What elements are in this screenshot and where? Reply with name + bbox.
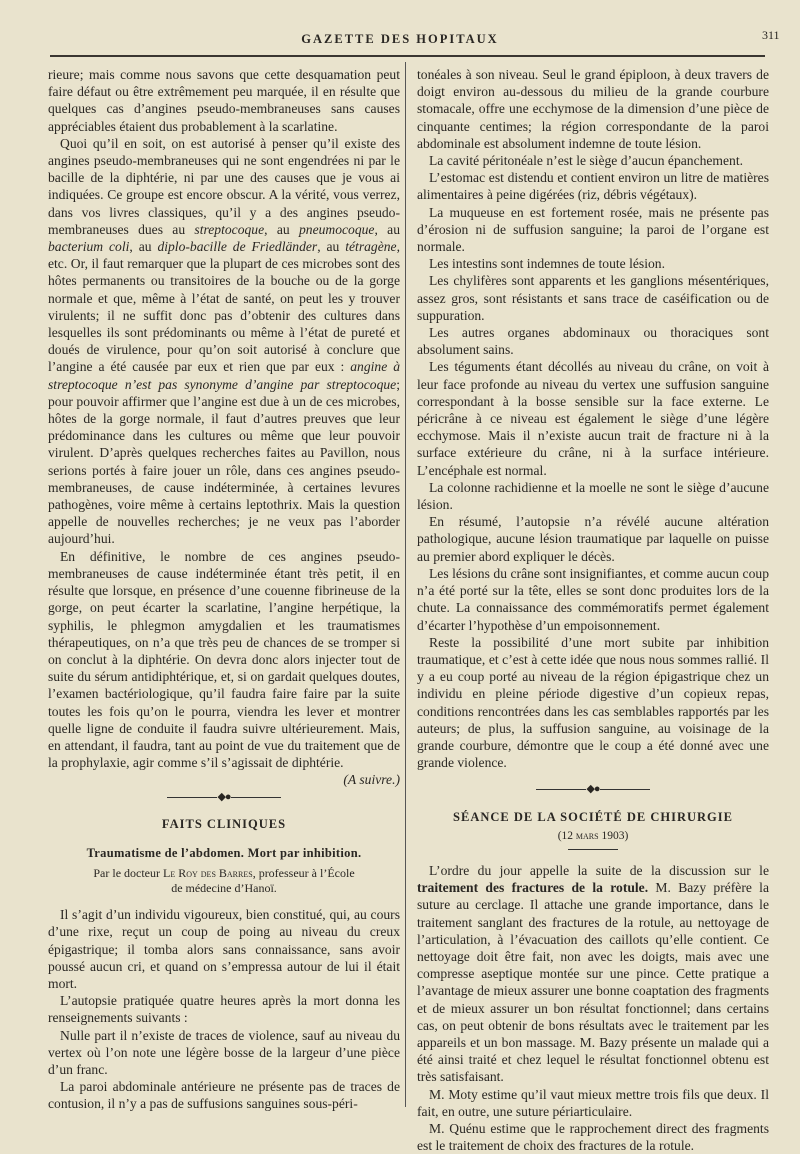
paragraph: Les autres organes abdominaux ou thoraciques sont absolument sains. [417, 325, 769, 358]
paragraph: L’ordre du jour appelle la suite de la discussion sur le traitement des fractures de la rotule. M. Bazy préfère la suture au cerclage. Il attache une grande importance, dans le traitement sanglant des fractures de la rotule, au nettoyage de l’articulation, à l’évacuation des caillots qu’elle contient. Ce nettoyage doit être fait, non avec les doigts, mais avec une compresse aseptique montée sur une pince. Cette pratique a l’avantage de mieux assurer une bonne coaptation des fragments et de mieux assurer un bon résultat fonctionnel; dans certains cas, on peut obtenir de bons résultats avec le traitement par les appareils et un bon massage. M. Bazy présente un malade qui a été ainsi traité et chez lequel le résultat fonctionnel obtenu est très satisfaisant. [417, 862, 769, 1085]
paragraph: Il s’agit d’un individu vigoureux, bien constitué, qui, au cours d’une rixe, reçut un coup de poing au niveau du creux épigastrique; il tomba alors sans connaissance, sans avoir poussé aucun cri, et quand on s’empressa autour de lui il était mort. [48, 907, 400, 991]
ornament-separator: ◆● [48, 789, 400, 806]
paragraph: Reste la possibilité d’une mort subite par inhibition traumatique, et c’est à cette idée que nous nous sommes rallié. Il y a eu coup porté au niveau de la région épigastrique chez un individu en pleine période digestive d’un copieux repas, conditions rencontrées dans les cas semblables rapportés par les auteurs; de plus, la suffusion sanguine, au voisinage de la grande courbure, démontre que le coup a été donné avec une grande violence. [417, 634, 769, 771]
paragraph: M. Moty estime qu’il vaut mieux mettre trois fils que deux. Il fait, en outre, une suture périarticulaire. [417, 1086, 769, 1119]
ornament-separator: ◆● [417, 781, 769, 798]
paragraph: La paroi abdominale antérieure ne présente pas de traces de contusion, il n’y a pas de suffusions sanguines sous-péri- [48, 1079, 400, 1112]
journal-title: GAZETTE DES HOPITAUX [301, 32, 499, 46]
paragraph: rieure; mais comme nous savons que cette desquamation peut faire défaut ou être extrêmement peu marquée, il en résulte que quelques cas d’angines pseudo-membraneuses sans causes appréciables étaient dus probablement à la scarlatine. [48, 67, 400, 134]
article-title: Traumatisme de l’abdomen. Mort par inhibition. [86, 845, 362, 860]
to-be-continued: (A suivre.) [343, 772, 400, 788]
paragraph: La muqueuse en est fortement rosée, mais ne présente pas d’érosion ni de suffusion sanguine; la paroi de l’organe est normale. [417, 204, 769, 255]
paragraph: M. Quénu estime que le rapprochement direct des fragments est le traitement de choix des fractures de la rotule. [417, 1120, 769, 1154]
header-rule [50, 55, 765, 57]
paragraph: Les intestins sont indemnes de toute lésion. [429, 256, 665, 272]
paragraph: Quoi qu’il en soit, on est autorisé à penser qu’il existe des angines pseudo-membraneuses qui ne sont engendrées ni par le bacille de la diphtérie, ni par une des causes que je vous ai indiquées. Ce groupe est encore obscur. A la vérité, vous verrez, dans vos livres classiques, qu’il y a des angines pseudo-membraneuses dues au streptocoque, au pneumocoque, au bacterium coli, au diplo-bacille de Friedländer, au tétragène, etc. Or, il faut remarquer que la plupart de ces microbes sont des hôtes permanents ou transitoires de la bouche ou de la gorge normale et que, même à l’état de santé, on peut les y trouver virulents; il ne suffit donc pas d’obtenir des cultures dans lesquelles ils sont prédominants ou même à l’état de pureté et doués de virulence, pour qu’on soit autorisé à conclure que l’angine a été causée par eux et rien que par eux : angine à streptocoque n’est pas synonyme d’angine par streptocoque; pour pouvoir affirmer que l’angine est due à un de ces microbes, hôtes de la gorge normale, il faut d’autres preuves que leur prédominance dans les cultures ou même que leur pouvoir virulent. D’après quelques recherches faites au Pavillon, nous serions portés à faire jouer un rôle, dans ces angines pseudo-membraneuses, de cause indéterminée, à certaines levures pathogènes, voire même à certains leptothrix. Mais la question appelle de nouvelles recherches; je ne veux pas l’aborder aujourd’hui. [48, 135, 400, 547]
left-column [48, 66, 400, 1113]
paragraph: Nulle part il n’existe de traces de violence, sauf au niveau du vertex où l’on note une légère bosse de la largeur d’une pièce d’un franc. [48, 1027, 400, 1077]
seance-title: SÉANCE DE LA SOCIÉTÉ DE CHIRURGIE [453, 809, 733, 824]
paragraph: En résumé, l’autopsie n’a révélé aucune altération pathologique, aucune lésion traumatique par laquelle on puisse au premier abord expliquer le décès. [417, 514, 769, 564]
article-author: Par le docteur Le Roy des Barres, professeur à l’École de médecine d’Hanoï. [93, 866, 355, 896]
short-rule [568, 849, 618, 850]
paragraph: L’autopsie pratiquée quatre heures après la mort donna les renseignements suivants : [48, 993, 400, 1026]
column-divider [405, 62, 406, 1107]
page-number: 311 [762, 28, 780, 42]
paragraph: Les chylifères sont apparents et les ganglions mésentériques, assez gros, sont résistants et sans trace de caséification ou de suppuration. [417, 273, 769, 323]
paragraph: tonéales à son niveau. Seul le grand épiploon, à deux travers de doigt environ au-dessous du milieu de la grande courbure stomacale, offre une ecchymose de la dimension d’une pièce de cinquante centimes; la région correspondante de la paroi abdominale est absolument indemne de toute lésion. [417, 67, 769, 151]
paragraph: Les téguments étant décollés au niveau du crâne, on voit à leur face profonde au niveau du vertex une suffusion sanguine correspondant à la bosse sensible sur la face externe. Le péricrâne à ce niveau est également le siège d’une légère ecchymose. Mais il n’existe aucun trait de fracture ni à la surface extérieure du crâne, ni à la surface intérieure. L’encéphale est normal. [417, 359, 769, 478]
paragraph: Les lésions du crâne sont insignifiantes, et comme aucun coup n’a été porté sur la tête, elles se sont donc produites lors de la chute. La connaissance des commémoratifs permet également d’écarter l’hypothèse d’un empoisonnement. [417, 565, 769, 633]
seance-date: (12 mars 1903) [557, 829, 629, 842]
paragraph: En définitive, le nombre de ces angines pseudo-membraneuses de cause indéterminée étant très petit, il en résulte que lorsque, en présence d’une couenne fibrineuse de la gorge, on peut écarter la scarlatine, l’angine herpétique, la syphilis, le phlegmon amygdalien et les traumatismes thérapeutiques, on n’a que très peu de chances de se tromper si on conclut à la diphtérie. On devra donc alors injecter tout de suite du sérum antidiphtérique, et, si on gardait quelques doutes, l’examen bactériologique, qu’il faudra faire faire par la suite toutes les fois qu’on le pourra, viendra les lever et montrer quelle ligne de conduite il faudra suivre ultérieurement. Mais, en attendant, il faudra, tant au point de vue du traitement que de la prophylaxie, agir comme s’il s’agissait de diphtérie. (A suivre.) [48, 548, 400, 788]
paragraph: La cavité péritonéale n’est le siège d’aucun épanchement. [429, 153, 744, 169]
paragraph: La colonne rachidienne et la moelle ne sont le siège d’aucune lésion. [417, 479, 769, 513]
paragraph: L’estomac est distendu et contient environ un litre de matières alimentaires à peine digérées (riz, débris végétaux). [417, 170, 769, 203]
section-title: FAITS CLINIQUES [161, 816, 287, 831]
right-column [417, 66, 769, 1154]
